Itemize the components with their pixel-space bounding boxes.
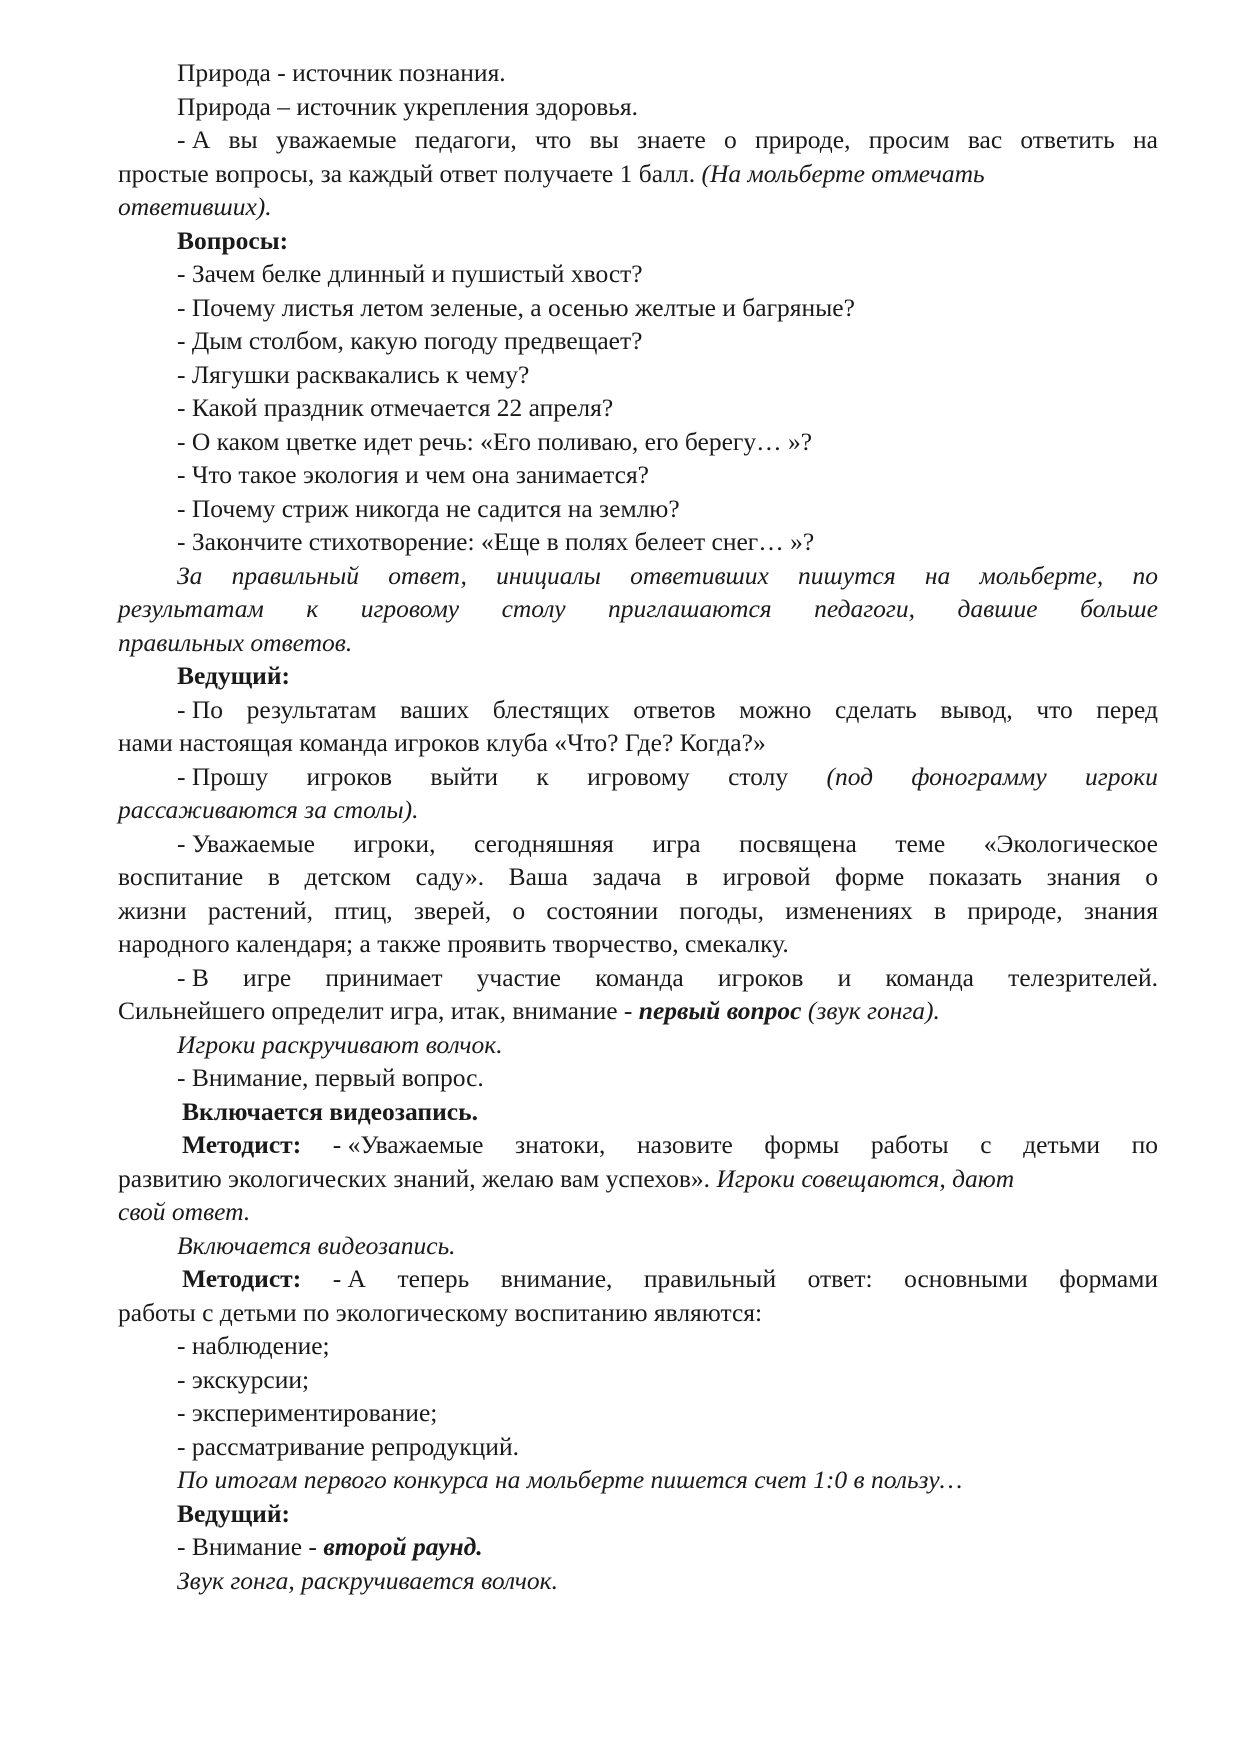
word: саду».	[415, 862, 485, 891]
word: и	[837, 962, 852, 992]
italic-line: свой ответ.	[118, 1197, 251, 1226]
word: просим	[868, 125, 950, 154]
word: инициалы	[496, 560, 601, 590]
word: правильный	[231, 560, 360, 590]
word: птиц,	[334, 895, 393, 925]
first-question-emphasis: первый вопрос	[638, 996, 802, 1025]
word: о	[724, 125, 737, 154]
word: сделать	[835, 694, 917, 724]
word: игра	[652, 828, 701, 858]
word: выйти	[430, 761, 499, 791]
word: ответ,	[388, 560, 467, 590]
word: формами	[1059, 1264, 1158, 1293]
word: природе,	[967, 895, 1063, 925]
italic-line: Игроки раскручивают волчок.	[177, 1029, 503, 1059]
word: зверей,	[413, 895, 492, 925]
word: ответить	[1020, 125, 1115, 154]
word: детьми	[1023, 1130, 1100, 1159]
video-heading: Включается видеозапись.	[182, 1096, 478, 1126]
host-heading: Ведущий:	[177, 661, 291, 690]
word: вывод,	[940, 694, 1013, 724]
word: - А	[177, 125, 211, 154]
word: столу	[501, 594, 566, 623]
word: педагоги,	[414, 125, 517, 154]
word: команда	[595, 962, 684, 992]
word: Ваша	[508, 862, 568, 891]
word: показать	[928, 862, 1022, 891]
question-item: - Почему стриж никогда не садится на землю?	[177, 493, 680, 523]
word: вы	[228, 125, 258, 154]
justified-line	[118, 894, 1158, 928]
paragraph-line: народного календаря; а также проявить творчество, смекалку.	[118, 929, 789, 958]
word: результатам	[118, 594, 264, 623]
paragraph-line: - Внимание, первый вопрос.	[177, 1063, 484, 1092]
word: педагоги,	[814, 594, 916, 623]
italic-line: Включается видеозапись.	[177, 1230, 456, 1260]
word: результатам	[246, 694, 377, 724]
word: перед	[1096, 694, 1158, 724]
word: игроки,	[353, 828, 436, 858]
list-item: - наблюдение;	[177, 1331, 330, 1360]
justified-line	[118, 961, 1158, 995]
paragraph-nature-knowledge: Природа - источник познания.	[177, 58, 506, 87]
word: - А	[332, 1264, 366, 1293]
question-item: - Закончите стихотворение: «Еще в полях белеет снег… »?	[177, 527, 815, 556]
italic-line: правильных ответов.	[118, 627, 353, 657]
word: блестящих	[492, 694, 610, 724]
word: телезрителей.	[1008, 962, 1158, 992]
questions-heading: Вопросы:	[177, 225, 289, 255]
question-item: - Лягушки расквакались к чему?	[177, 359, 530, 389]
italic-line: рассаживаются за столы).	[118, 795, 419, 824]
word: знания	[1083, 895, 1158, 925]
paragraph-nature-health: Природа – источник укрепления здоровья.	[177, 91, 639, 121]
list-item: - экскурсии;	[177, 1364, 310, 1394]
justified-mixed-line	[118, 760, 1158, 794]
word: о	[1145, 862, 1158, 891]
word: жизни	[118, 895, 187, 925]
word: игровому	[360, 594, 460, 623]
word: сегодняшняя	[473, 828, 614, 858]
word: - В	[177, 962, 209, 992]
word: в	[933, 895, 946, 925]
document-page	[118, 56, 1158, 1597]
paragraph-line: Сильнейшего определит игра, итак, внимание - первый вопрос (звук гонга).	[118, 996, 940, 1025]
italic-note: (На мольберте отмечать	[701, 158, 985, 188]
speaker-label: Методист:	[182, 1130, 302, 1159]
word: знаете	[636, 125, 706, 154]
word: назовите	[637, 1130, 733, 1159]
word: по	[1132, 560, 1158, 590]
word: к	[306, 594, 319, 623]
list-item: - экспериментирование;	[177, 1398, 438, 1427]
word: игроков	[717, 962, 804, 992]
word: больше	[1080, 594, 1158, 623]
word: детском	[304, 862, 392, 891]
word: можно	[739, 694, 812, 724]
word: на	[1132, 125, 1158, 154]
word: внимание,	[500, 1264, 613, 1293]
word: игроки	[1085, 761, 1158, 791]
italic-line: По итогам первого конкурса на мольберте пишется счет 1:0 в пользу…	[177, 1465, 963, 1494]
word: - Прошу	[177, 761, 269, 791]
paragraph-line: развитию экологических знаний, желаю вам успехов». Игроки совещаются, дают	[118, 1163, 1015, 1193]
forms-list	[118, 1329, 1158, 1463]
question-item: - О каком цветке идет речь: «Его поливаю, его берегу… »?	[177, 426, 813, 456]
word: принимает	[325, 962, 443, 992]
speaker-label: Методист:	[182, 1264, 302, 1293]
italic-line: Звук гонга, раскручивается волчок.	[177, 1565, 558, 1595]
paragraph-line	[118, 190, 1158, 224]
word: состоянии	[546, 895, 659, 925]
paragraph-text: простые вопросы, за каждый ответ получаете 1 балл.	[118, 158, 696, 188]
word: формы	[764, 1130, 840, 1159]
word: пишутся	[798, 560, 896, 590]
word: знатоки,	[515, 1130, 606, 1159]
justified-line	[118, 123, 1158, 157]
word: посвящена	[739, 828, 857, 858]
word: что	[1036, 694, 1073, 724]
word: - «Уважаемые	[332, 1130, 484, 1159]
justified-italic-line	[118, 592, 1158, 626]
word: «Экологическое	[983, 828, 1158, 858]
word: ответивших	[630, 560, 769, 590]
word: растений,	[207, 895, 313, 925]
justified-line	[118, 827, 1158, 861]
word: теперь	[397, 1264, 470, 1293]
word: команда	[885, 962, 974, 992]
second-round-emphasis: второй раунд.	[323, 1532, 483, 1561]
word: природе,	[755, 125, 851, 154]
host-heading: Ведущий:	[177, 1498, 291, 1528]
word: форме	[835, 862, 905, 891]
justified-line	[118, 860, 1158, 894]
word: давшие	[957, 594, 1038, 623]
word: изменениях	[785, 895, 913, 925]
justified-line	[118, 693, 1158, 727]
word: игровой	[722, 862, 811, 891]
word: теме	[895, 828, 946, 858]
questions-list	[118, 257, 1158, 559]
list-item: - рассматривание репродукций.	[177, 1431, 519, 1461]
word: игровому	[587, 761, 690, 791]
word: основными	[904, 1264, 1028, 1293]
word: знания	[1046, 862, 1121, 891]
question-item: - Какой праздник отмечается 22 апреля?	[177, 393, 614, 422]
word: что	[534, 125, 572, 154]
question-item: - Зачем белке длинный и пушистый хвост?	[177, 259, 643, 288]
word: к	[536, 761, 549, 791]
word: по	[1131, 1130, 1158, 1159]
word: столу	[728, 761, 789, 791]
word: вас	[967, 125, 1003, 154]
word: ваших	[400, 694, 470, 724]
word: ответ:	[807, 1264, 873, 1293]
word: приглашаются	[608, 594, 772, 623]
justified-line	[118, 1262, 1158, 1296]
word: ответов	[633, 694, 716, 724]
paragraph-line: работы с детьми по экологическому воспитанию являются:	[118, 1297, 763, 1327]
word: мольберте,	[979, 560, 1104, 590]
word: о	[512, 895, 526, 925]
paragraph-line: - Внимание - второй раунд.	[177, 1532, 483, 1561]
word: игре	[243, 962, 292, 992]
word: - По	[177, 694, 224, 724]
italic-note: ответивших).	[118, 192, 272, 221]
word: правильный	[643, 1264, 777, 1293]
word: - Уважаемые	[177, 828, 315, 858]
word: фонограмму	[911, 761, 1047, 791]
word: с	[980, 1130, 992, 1159]
question-item: - Почему листья летом зеленые, а осенью желтые и багряные?	[177, 292, 855, 322]
word: игроков	[306, 761, 393, 791]
word: вы	[589, 125, 619, 154]
question-item: - Дым столбом, какую погоду предвещает?	[177, 326, 643, 355]
justified-italic-line	[118, 559, 1158, 593]
question-item: - Что такое экология и чем она занимается?	[177, 460, 649, 489]
word: За	[177, 560, 203, 590]
word: участие	[476, 962, 561, 992]
word: работы	[870, 1130, 949, 1159]
word: на	[924, 560, 951, 590]
paragraph-line	[118, 157, 1158, 191]
word: погоды,	[679, 895, 765, 925]
paragraph-line: нами настоящая команда игроков клуба «Что? Где? Когда?»	[118, 728, 766, 757]
word: задача	[592, 862, 662, 891]
word: (под	[826, 761, 874, 791]
word: в	[685, 862, 698, 891]
justified-line	[118, 1128, 1158, 1162]
word: воспитание	[118, 862, 244, 891]
word: уважаемые	[275, 125, 397, 154]
word: в	[267, 862, 280, 891]
